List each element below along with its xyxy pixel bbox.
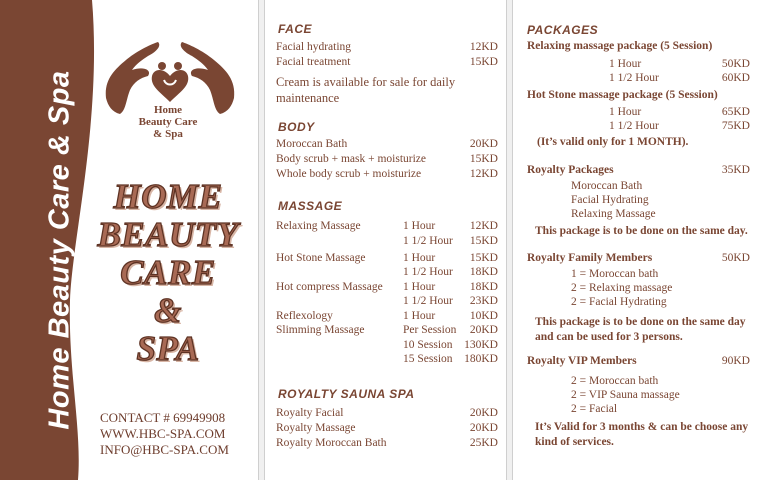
package-item: 2 = Moroccan bath bbox=[571, 375, 659, 387]
package-price: 75KD bbox=[721, 120, 750, 132]
package-item: Moroccan Bath bbox=[571, 180, 643, 192]
big-title-line: BEAUTY bbox=[97, 215, 239, 254]
massage-duration: 1 Hour bbox=[403, 252, 436, 264]
massage-duration: 10 Session bbox=[403, 339, 453, 351]
contact-website: WWW.HBC-SPA.COM bbox=[100, 426, 226, 441]
section-title-body: BODY bbox=[278, 120, 315, 134]
fold-divider bbox=[506, 0, 513, 480]
package-item: Facial Hydrating bbox=[571, 194, 649, 206]
package-title: Royalty Packages bbox=[527, 164, 614, 176]
fold-divider bbox=[258, 0, 265, 480]
big-title-line: SPA bbox=[136, 329, 200, 368]
package-item: 2 = Relaxing massage bbox=[571, 282, 673, 294]
package-duration: 1 1/2 Hour bbox=[609, 72, 659, 84]
package-duration: 1 1/2 Hour bbox=[609, 120, 659, 132]
contact-email: INFO@HBC-SPA.COM bbox=[100, 442, 229, 457]
package-price: 35KD bbox=[721, 164, 750, 176]
package-title: Relaxing massage package (5 Session) bbox=[527, 40, 713, 52]
menu-price: 20KD bbox=[469, 422, 498, 434]
package-item: Relaxing Massage bbox=[571, 208, 656, 220]
brand-panel bbox=[0, 0, 258, 480]
massage-duration: Per Session bbox=[403, 324, 457, 336]
package-note: kind of services. bbox=[535, 436, 614, 448]
package-title: Hot Stone massage package (5 Session) bbox=[527, 89, 718, 101]
contact-phone: CONTACT # 69949908 bbox=[100, 410, 226, 425]
massage-price: 23KD bbox=[469, 295, 498, 307]
menu-item: Body scrub + mask + moisturize bbox=[276, 153, 426, 165]
menu-price: 12KD bbox=[469, 168, 498, 180]
section-title-sauna: ROYALTY SAUNA SPA bbox=[278, 387, 415, 401]
packages-panel bbox=[515, 0, 768, 480]
massage-price: 10KD bbox=[469, 310, 498, 322]
massage-duration: 1 Hour bbox=[403, 310, 436, 322]
massage-price: 18KD bbox=[469, 281, 498, 293]
menu-item: Whole body scrub + moisturize bbox=[276, 168, 422, 180]
menu-price: 15KD bbox=[469, 153, 498, 165]
massage-name: Hot compress Massage bbox=[276, 281, 383, 293]
package-item: 2 = Facial bbox=[571, 403, 618, 415]
package-price: 50KD bbox=[721, 252, 750, 264]
section-title-packages: PACKAGES bbox=[527, 23, 599, 37]
massage-price: 180KD bbox=[464, 353, 498, 365]
menu-price: 20KD bbox=[469, 138, 498, 150]
package-note: This package is to be done on the same day. bbox=[535, 225, 748, 237]
package-price: 65KD bbox=[721, 106, 750, 118]
menu-item: Royalty Moroccan Bath bbox=[276, 437, 387, 449]
menu-item: Facial hydrating bbox=[276, 41, 352, 53]
massage-duration: 1 1/2 Hour bbox=[403, 266, 453, 278]
massage-price: 130KD bbox=[464, 339, 498, 351]
package-price: 60KD bbox=[721, 72, 750, 84]
menu-price: 15KD bbox=[469, 56, 498, 68]
menu-price: 20KD bbox=[469, 407, 498, 419]
big-title-line: & bbox=[154, 291, 182, 330]
section-title-massage: MASSAGE bbox=[278, 199, 343, 213]
validity-note: (It’s valid only for 1 MONTH). bbox=[537, 136, 689, 148]
massage-name: Reflexology bbox=[276, 310, 333, 322]
package-title: Royalty VIP Members bbox=[527, 355, 637, 367]
menu-item: Royalty Massage bbox=[276, 422, 356, 434]
massage-price: 15KD bbox=[469, 252, 498, 264]
package-price: 50KD bbox=[721, 58, 750, 70]
face-note: Cream is available for sale for daily maintenance bbox=[276, 75, 456, 105]
logo-text bbox=[118, 104, 218, 140]
massage-duration: 15 Session bbox=[403, 353, 453, 365]
massage-name: Slimming Massage bbox=[276, 324, 365, 336]
package-item: 1 = Moroccan bath bbox=[571, 268, 659, 280]
massage-duration: 1 Hour bbox=[403, 281, 436, 293]
logo-line: Home bbox=[153, 104, 183, 116]
package-price: 90KD bbox=[721, 355, 750, 367]
menu-item: Facial treatment bbox=[276, 56, 351, 68]
massage-price: 15KD bbox=[469, 235, 498, 247]
big-title-line: CARE bbox=[120, 253, 216, 292]
side-title: Home Beauty Care & Spa bbox=[43, 70, 76, 430]
package-item: 2 = VIP Sauna massage bbox=[571, 389, 680, 401]
contact-block bbox=[100, 410, 229, 458]
logo-line: Beauty Care bbox=[138, 116, 198, 128]
package-note: and can be used for 3 persons. bbox=[535, 331, 683, 343]
big-title bbox=[68, 178, 258, 368]
package-duration: 1 Hour bbox=[609, 106, 642, 118]
logo-line: & Spa bbox=[153, 128, 183, 140]
massage-price: 18KD bbox=[469, 266, 498, 278]
massage-duration: 1 1/2 Hour bbox=[403, 295, 453, 307]
menu-item: Royalty Facial bbox=[276, 407, 344, 419]
menu-item: Moroccan Bath bbox=[276, 138, 348, 150]
big-title-line: HOME bbox=[113, 177, 223, 216]
services-panel bbox=[266, 0, 506, 480]
package-title: Royalty Family Members bbox=[527, 252, 653, 264]
package-item: 2 = Facial Hydrating bbox=[571, 296, 667, 308]
package-note: This package is to be done on the same day bbox=[535, 316, 746, 328]
massage-name: Hot Stone Massage bbox=[276, 252, 366, 264]
massage-price: 20KD bbox=[469, 324, 498, 336]
massage-name: Relaxing Massage bbox=[276, 220, 361, 232]
package-note: It’s Valid for 3 months & can be choose any bbox=[535, 421, 749, 433]
menu-price: 25KD bbox=[469, 437, 498, 449]
massage-duration: 1 1/2 Hour bbox=[403, 235, 453, 247]
section-title-face: FACE bbox=[278, 22, 313, 36]
package-duration: 1 Hour bbox=[609, 58, 642, 70]
massage-price: 12KD bbox=[469, 220, 498, 232]
massage-duration: 1 Hour bbox=[403, 220, 436, 232]
menu-price: 12KD bbox=[469, 41, 498, 53]
